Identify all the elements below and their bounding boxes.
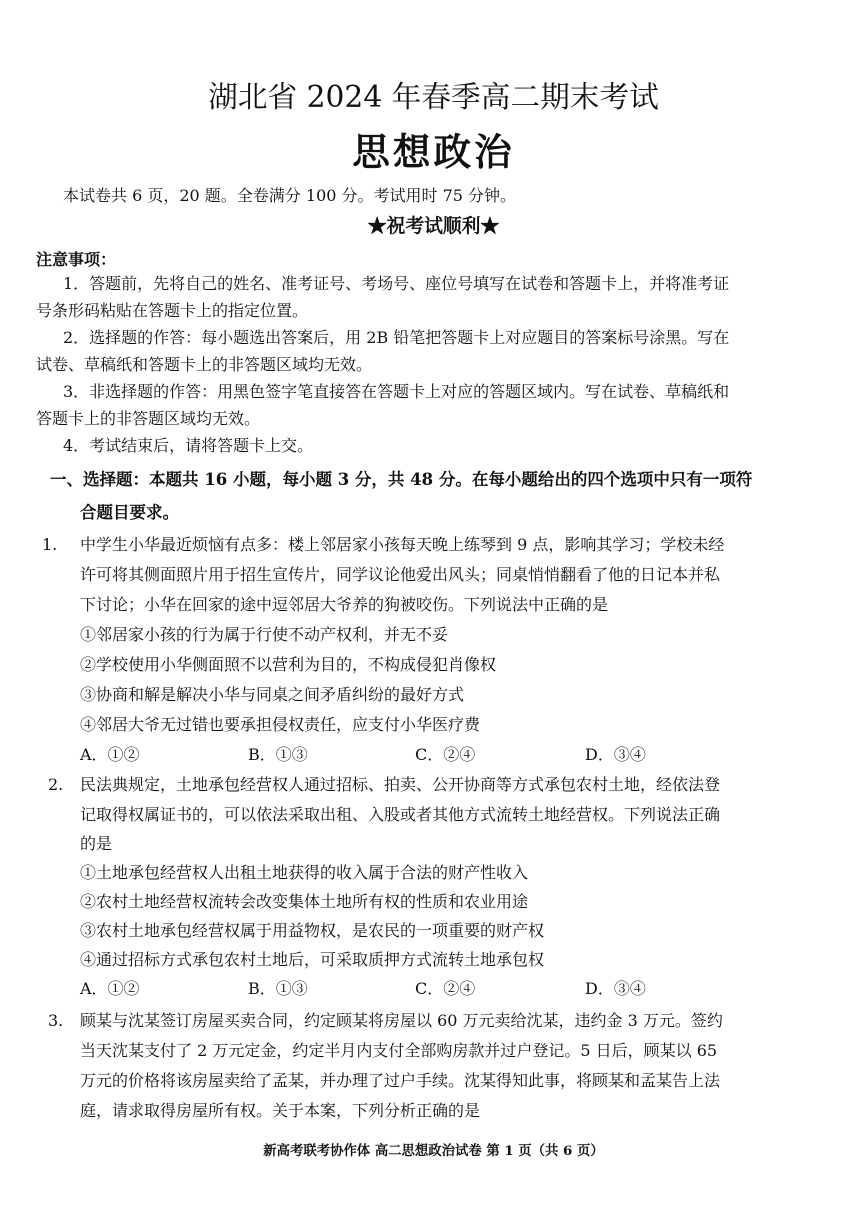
option-d: D．③④ — [585, 979, 646, 998]
blessing-line: ★祝考试顺利★ — [367, 215, 500, 237]
statement-line: ④通过招标方式承包农村土地后，可采取质押方式流转土地承包权 — [80, 950, 545, 969]
notice-line: 1．答题前，先将自己的姓名、准考证号、考场号、座位号填写在试卷和答题卡上，并将准考证 — [63, 274, 730, 293]
notice-line: 2．选择题的作答：每小题选出答案后，用 2B 铅笔把答题卡上对应题目的答案标号涂黑。写在 — [63, 328, 730, 347]
subject-title: 思想政治 — [352, 130, 515, 174]
question-stem-line: 顾某与沈某签订房屋买卖合同，约定顾某将房屋以 60 万元卖给沈某，违约金 3 万元。签约 — [80, 1011, 723, 1030]
notice-line: 答题卡上的非答题区域均无效。 — [36, 409, 261, 428]
question-number: 2. — [48, 775, 64, 794]
statement-line: ①土地承包经营权人出租土地获得的收入属于合法的财产性收入 — [80, 863, 529, 882]
section-heading-cont: 合题目要求。 — [80, 503, 179, 522]
question-stem-line: 的是 — [80, 834, 113, 853]
notice-line: 3．非选择题的作答：用黑色签字笔直接答在答题卡上对应的答题区域内。写在试卷、草稿纸和 — [63, 382, 730, 401]
exam-title: 湖北省 2024 年春季高二期末考试 — [208, 80, 659, 115]
page-footer: 新高考联考协作体 高二思想政治试卷 第 1 页（共 6 页） — [263, 1143, 604, 1159]
option-d: D．③④ — [585, 745, 646, 764]
notice-line: 号条形码粘贴在答题卡上的指定位置。 — [36, 301, 309, 320]
statement-line: ③协商和解是解决小华与同桌之间矛盾纠纷的最好方式 — [80, 685, 465, 704]
question-number: 1. — [42, 535, 58, 554]
question-stem-line: 万元的价格将该房屋卖给了孟某，并办理了过户手续。沈某得知此事，将顾某和孟某告上法 — [80, 1071, 721, 1090]
section-heading: 一、选择题：本题共 16 小题，每小题 3 分，共 48 分。在每小题给出的四个选项中只有一项符 — [50, 470, 753, 489]
question-stem-line: 民法典规定，土地承包经营权人通过招标、拍卖、公开协商等方式承包农村土地，经依法登 — [80, 775, 721, 794]
question-stem-line: 当天沈某支付了 2 万元定金，约定半月内支付全部购房款并过户登记。5 日后，顾某以 65 — [80, 1041, 718, 1060]
question-stem-line: 庭，请求取得房屋所有权。关于本案，下列分析正确的是 — [80, 1101, 481, 1120]
option-c: C．②④ — [415, 745, 476, 764]
option-b: B．①③ — [248, 745, 308, 764]
question-stem-line: 记取得权属证书的，可以依法采取出租、入股或者其他方式流转土地经营权。下列说法正确 — [80, 805, 721, 824]
option-b: B．①③ — [248, 979, 308, 998]
statement-line: ④邻居大爷无过错也要承担侵权责任，应支付小华医疗费 — [80, 715, 481, 734]
notice-line: 4．考试结束后，请将答题卡上交。 — [63, 436, 314, 455]
exam-intro: 本试卷共 6 页，20 题。全卷满分 100 分。考试用时 75 分钟。 — [63, 186, 517, 205]
option-c: C．②④ — [415, 979, 476, 998]
statement-line: ②学校使用小华侧面照不以营利为目的，不构成侵犯肖像权 — [80, 655, 497, 674]
notice-heading: 注意事项： — [36, 250, 117, 269]
statement-line: ②农村土地经营权流转会改变集体土地所有权的性质和农业用途 — [80, 892, 529, 911]
question-stem-line: 许可将其侧面照片用于招生宣传片，同学议论他爱出风头；同桌悄悄翻看了他的日记本并私 — [80, 565, 721, 584]
notice-line: 试卷、草稿纸和答题卡上的非答题区域均无效。 — [36, 355, 373, 374]
question-stem-line: 下讨论；小华在回家的途中逗邻居大爷养的狗被咬伤。下列说法中正确的是 — [80, 595, 609, 614]
option-a: A．①② — [80, 979, 140, 998]
statement-line: ①邻居家小孩的行为属于行使不动产权利，并无不妥 — [80, 625, 449, 644]
statement-line: ③农村土地承包经营权属于用益物权，是农民的一项重要的财产权 — [80, 921, 545, 940]
option-a: A．①② — [80, 745, 140, 764]
question-number: 3. — [48, 1011, 64, 1030]
question-stem-line: 中学生小华最近烦恼有点多：楼上邻居家小孩每天晚上练琴到 9 点，影响其学习；学校未经 — [80, 535, 725, 554]
